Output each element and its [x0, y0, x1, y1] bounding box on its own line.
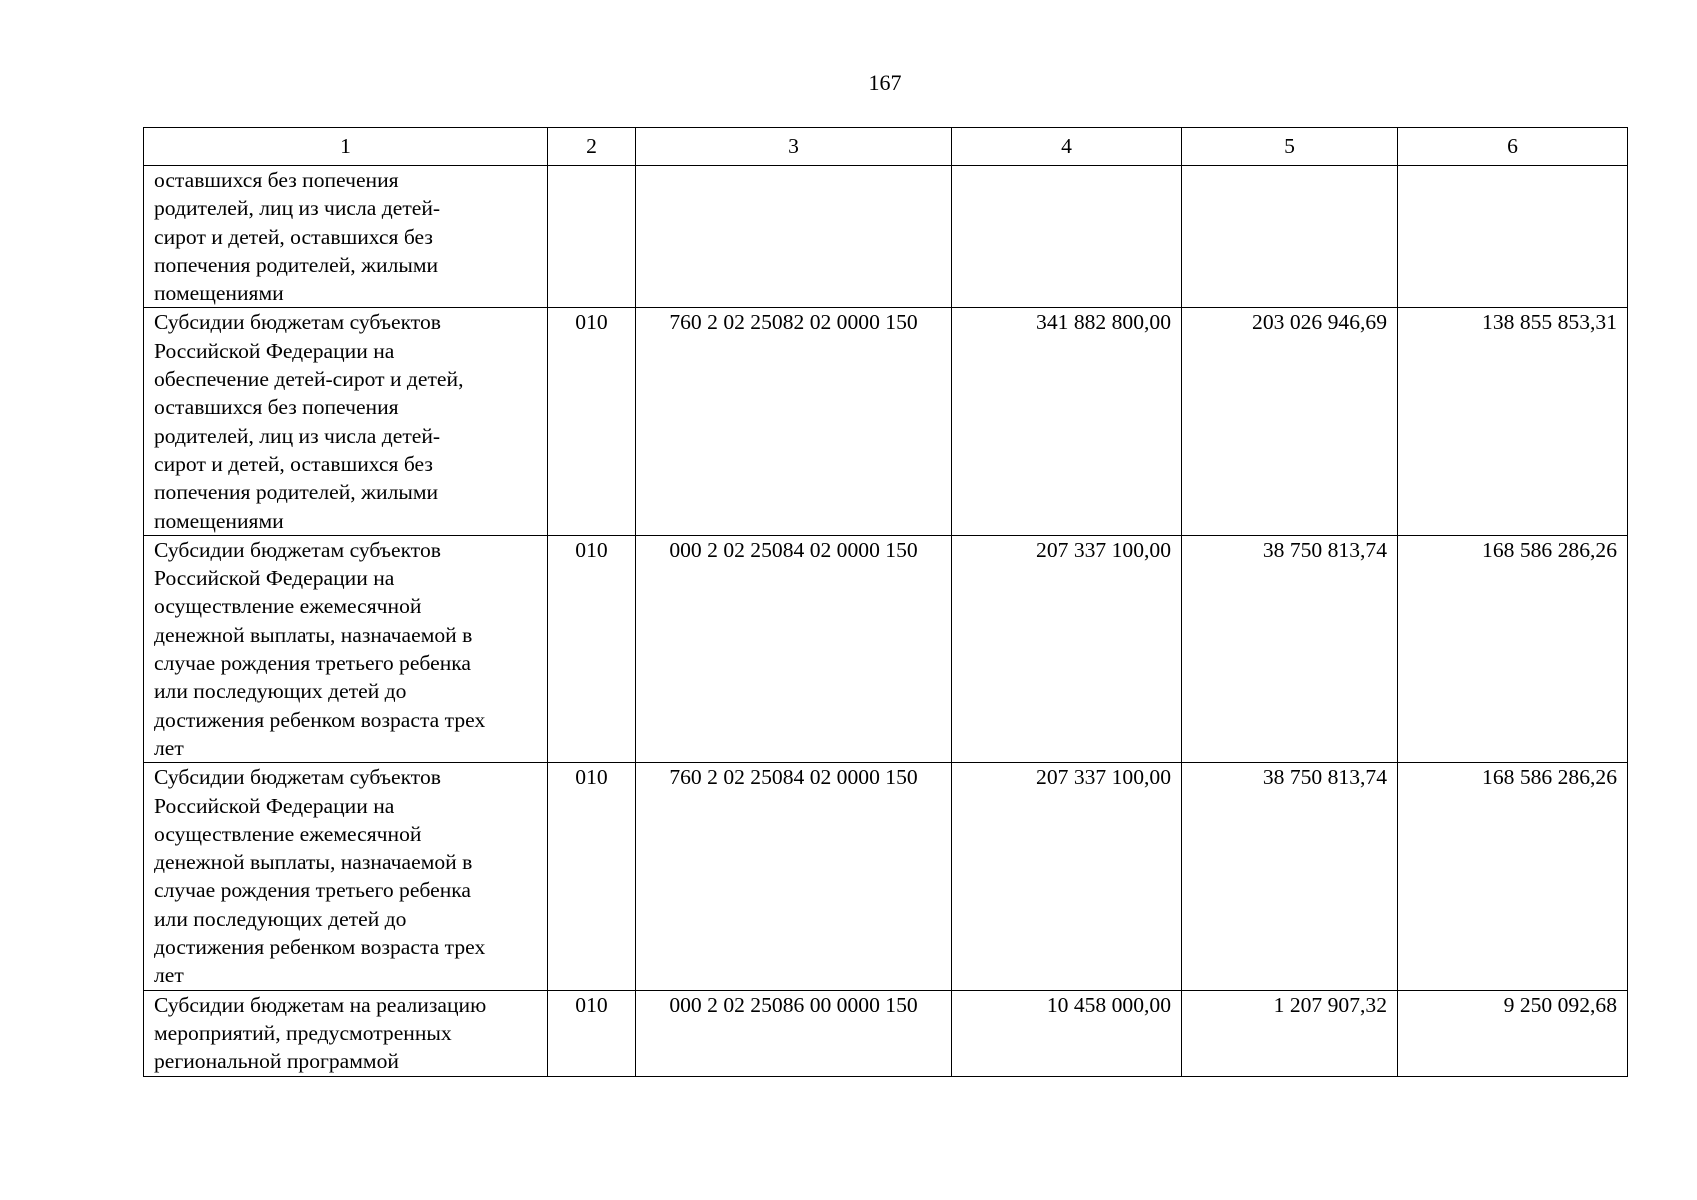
row-code: 010: [548, 990, 636, 1076]
description-line: лет: [154, 963, 184, 988]
table-row: [144, 763, 1628, 990]
row-description: [144, 535, 548, 762]
row-remaining-amount: 138 855 853,31: [1398, 308, 1628, 535]
page-number: 167: [868, 70, 902, 95]
row-remaining-amount: 168 586 286,26: [1398, 763, 1628, 990]
description-line: Субсидии бюджетам субъектов: [154, 537, 441, 562]
description-line: достижения ребенком возраста трех: [154, 707, 486, 732]
row-budget-classification-code: [636, 166, 952, 308]
row-description: [144, 990, 548, 1076]
row-code: 010: [548, 763, 636, 990]
description-line: оставшихся без попечения: [154, 395, 399, 420]
row-description: [144, 166, 548, 308]
table-row: [144, 535, 1628, 762]
row-budget-classification-code: 760 2 02 25084 02 0000 150: [636, 763, 952, 990]
description-line: денежной выплаты, назначаемой в: [154, 850, 473, 875]
column-header-6: 6: [1398, 128, 1628, 166]
row-remaining-amount: 9 250 092,68: [1398, 990, 1628, 1076]
row-code: 010: [548, 535, 636, 762]
column-header-3: 3: [636, 128, 952, 166]
row-description: [144, 763, 548, 990]
description-line: помещениями: [154, 281, 284, 306]
description-line: случае рождения третьего ребенка: [154, 651, 472, 676]
description-line: попечения родителей, жилыми: [154, 252, 439, 277]
column-header-1: 1: [144, 128, 548, 166]
description-line: осуществление ежемесячной: [154, 594, 422, 619]
column-header-4: 4: [952, 128, 1182, 166]
row-planned-amount: 207 337 100,00: [952, 763, 1182, 990]
row-planned-amount: 341 882 800,00: [952, 308, 1182, 535]
description-line: денежной выплаты, назначаемой в: [154, 622, 473, 647]
column-header-5: 5: [1182, 128, 1398, 166]
description-line: попечения родителей, жилыми: [154, 480, 439, 505]
row-planned-amount: 207 337 100,00: [952, 535, 1182, 762]
budget-table: [143, 127, 1628, 1077]
description-line: мероприятий, предусмотренных: [154, 1020, 452, 1045]
description-line: оставшихся без попечения: [154, 168, 399, 192]
row-budget-classification-code: 000 2 02 25086 00 0000 150: [636, 990, 952, 1076]
description-line: родителей, лиц из числа детей-: [154, 196, 441, 221]
row-remaining-amount: 168 586 286,26: [1398, 535, 1628, 762]
row-executed-amount: 38 750 813,74: [1182, 535, 1398, 762]
description-line: сирот и детей, оставшихся без: [154, 224, 433, 249]
row-executed-amount: 38 750 813,74: [1182, 763, 1398, 990]
header-row: [144, 128, 1628, 166]
description-line: обеспечение детей-сирот и детей,: [154, 367, 464, 392]
column-header-2: 2: [548, 128, 636, 166]
description-line: помещениями: [154, 508, 284, 533]
row-planned-amount: 10 458 000,00: [952, 990, 1182, 1076]
row-executed-amount: 1 207 907,32: [1182, 990, 1398, 1076]
table-body: [144, 166, 1628, 1077]
description-line: сирот и детей, оставшихся без: [154, 451, 433, 476]
description-line: Российской Федерации на: [154, 338, 395, 363]
description-line: региональной программой: [154, 1049, 399, 1074]
description-line: родителей, лиц из числа детей-: [154, 423, 441, 448]
description-line: осуществление ежемесячной: [154, 821, 422, 846]
table-row: [144, 166, 1628, 308]
table-header: [144, 128, 1628, 166]
row-code: [548, 166, 636, 308]
table-row: [144, 990, 1628, 1076]
description-line: лет: [154, 735, 184, 760]
row-executed-amount: 203 026 946,69: [1182, 308, 1398, 535]
description-line: или последующих детей до: [154, 679, 407, 704]
description-line: случае рождения третьего ребенка: [154, 878, 472, 903]
table-row: [144, 308, 1628, 535]
description-line: Субсидии бюджетам субъектов: [154, 765, 441, 790]
description-line: или последующих детей до: [154, 906, 407, 931]
row-code: 010: [548, 308, 636, 535]
row-remaining-amount: [1398, 166, 1628, 308]
row-description: [144, 308, 548, 535]
row-budget-classification-code: 000 2 02 25084 02 0000 150: [636, 535, 952, 762]
description-line: достижения ребенком возраста трех: [154, 935, 486, 960]
description-line: Субсидии бюджетам на реализацию: [154, 992, 487, 1017]
description-line: Субсидии бюджетам субъектов: [154, 310, 441, 335]
description-line: Российской Федерации на: [154, 566, 395, 591]
row-budget-classification-code: 760 2 02 25082 02 0000 150: [636, 308, 952, 535]
row-planned-amount: [952, 166, 1182, 308]
row-executed-amount: [1182, 166, 1398, 308]
description-line: Российской Федерации на: [154, 793, 395, 818]
